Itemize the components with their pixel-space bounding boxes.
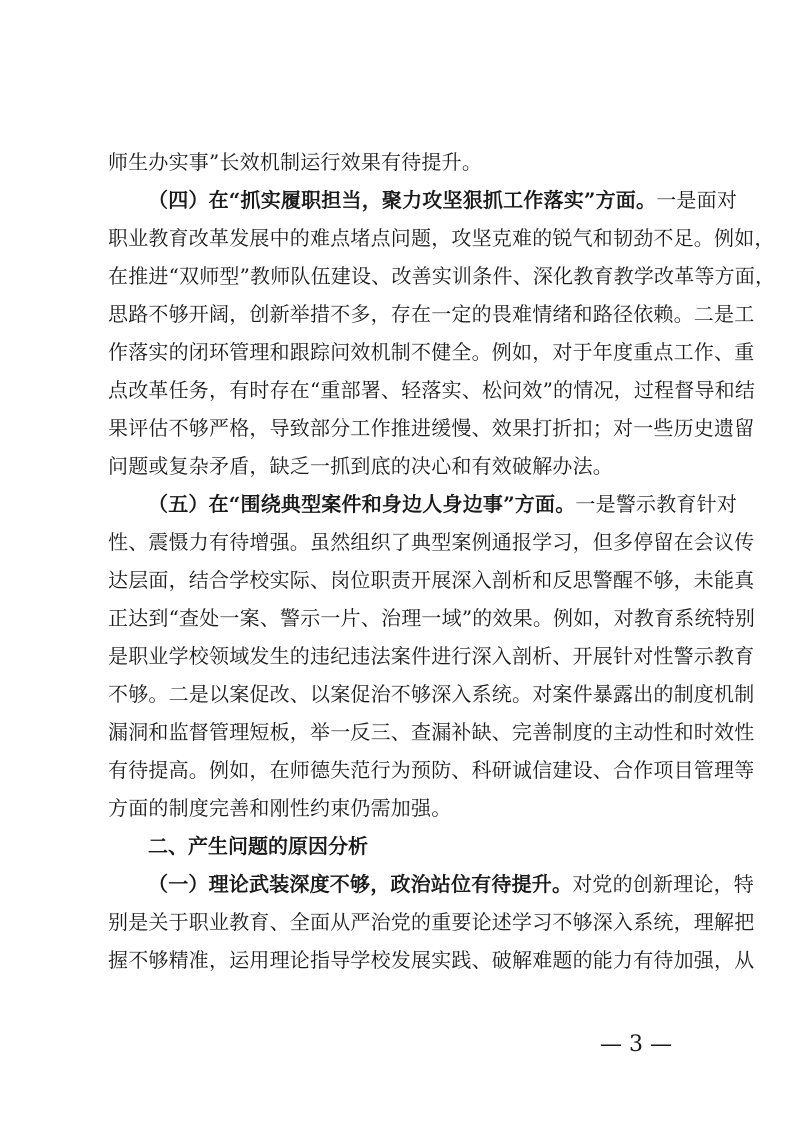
paragraph-text: 一是警示教育针对 (575, 492, 738, 516)
paragraph-line: 点改革任务，有时存在“重部署、轻落实、松问效”的情况，过程督导和结 (108, 378, 756, 402)
paragraph-line: 果评估不够严格，导致部分工作推进缓慢、效果打折扣；对一些历史遗留 (108, 416, 755, 440)
paragraph-line: 作落实的闭环管理和跟踪问效机制不健全。例如，对于年度重点工作、重 (108, 340, 755, 364)
paragraph-line (148, 491, 738, 517)
paragraph-line: 握不够精准，运用理论指导学校发展实践、破解难题的能力有待加强，从 (108, 948, 755, 972)
paragraph-line: 别是关于职业教育、全面从严治党的重要论述学习不够深入系统，理解把 (108, 910, 755, 934)
paragraph-text: 一是面对 (656, 188, 738, 212)
paragraph-line: 在推进“双师型”教师队伍建设、改善实训条件、深化教育教学改革等方面， (108, 264, 776, 288)
paragraph-line (148, 871, 755, 897)
paragraph-line: 性、震慑力有待增强。虽然组织了典型案例通报学习，但多停留在会议传 (108, 530, 755, 554)
paragraph-line: 不够。二是以案促改、以案促治不够深入系统。对案件暴露出的制度机制 (108, 682, 755, 706)
paragraph-lead: （一）理论武装深度不够，政治站位有待提升。 (148, 872, 573, 896)
section-heading: 二、产生问题的原因分析 (148, 834, 368, 858)
paragraph-line: 达层面，结合学校实际、岗位职责开展深入剖析和反思警醒不够，未能真 (108, 568, 755, 592)
paragraph-line (148, 187, 738, 213)
paragraph-line: 思路不够开阔，创新举措不多，存在一定的畏难情绪和路径依赖。二是工 (108, 302, 755, 326)
paragraph-text: 对党的创新理论，特 (572, 872, 755, 896)
paragraph-line: 是职业学校领域发生的违纪违法案件进行深入剖析、开展针对性警示教育 (108, 644, 755, 668)
paragraph-lead: （五）在“围绕典型案件和身边人身边事”方面。 (148, 492, 576, 516)
page-number: — 3 — (600, 1032, 672, 1057)
paragraph-line: 职业教育改革发展中的难点堵点问题，攻坚克难的锐气和韧劲不足。例如， (108, 226, 775, 250)
paragraph-line: 问题或复杂矛盾，缺乏一抓到底的决心和有效破解办法。 (108, 454, 613, 478)
paragraph-line: 漏洞和监督管理短板，举一反三、查漏补缺、完善制度的主动性和时效性 (108, 720, 755, 744)
paragraph-line: 有待提高。例如，在师德失范行为预防、科研诚信建设、合作项目管理等 (108, 758, 755, 782)
paragraph-line: 正达到“查处一案、警示一片、治理一域”的效果。例如，对教育系统特别 (108, 606, 756, 630)
paragraph-lead: （四）在“抓实履职担当，聚力攻坚狠抓工作落实”方面。 (148, 188, 657, 212)
paragraph-line: 方面的制度完善和刚性约束仍需加强。 (108, 796, 452, 820)
paragraph-line: 师生办实事”长效机制运行效果有待提升。 (108, 150, 483, 174)
